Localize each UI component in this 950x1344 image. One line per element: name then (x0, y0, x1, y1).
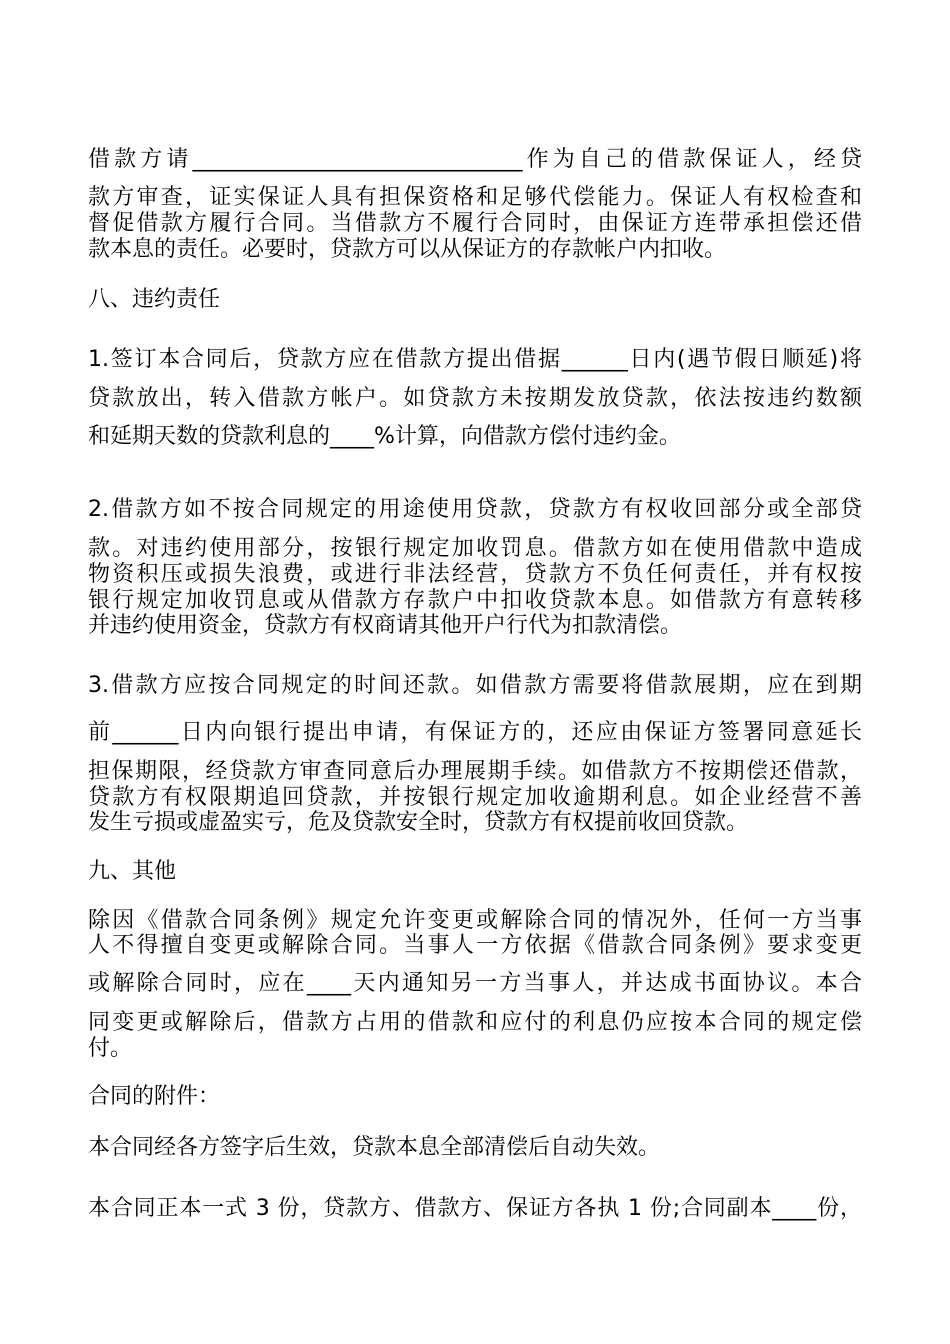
text-line: 或解除合同时，应在____天内通知另一方当事人，并达成书面协议。本合 (88, 971, 862, 996)
text-line: 和延期天数的贷款利息的____%计算，向借款方偿付违约金。 (88, 424, 681, 449)
section-heading: 八、违约责任 (88, 287, 221, 312)
text-line: 本合同经各方签字后生效，贷款本息全部清偿后自动失效。 (88, 1135, 661, 1160)
text-line: 3.借款方应按合同规定的时间还款。如借款方需要将借款展期，应在到期 (88, 673, 862, 698)
text-line: 督促借款方履行合同。当借款方不履行合同时，由保证方连带承担偿还借 (88, 211, 862, 236)
text-line: 本合同正本一式 3 份，贷款方、借款方、保证方各执 1 份;合同副本____份， (88, 1196, 862, 1221)
text-line: 发生亏损或虚盈实亏，危及贷款安全时，贷款方有权提前收回贷款。 (88, 810, 749, 835)
section-heading: 九、其他 (88, 859, 177, 884)
text-line: 款本息的责任。必要时，贷款方可以从保证方的存款帐户内扣收。 (88, 237, 727, 262)
text-line: 并违约使用资金，贷款方有权商请其他开户行代为扣款清偿。 (88, 613, 683, 638)
text-line: 物资积压或损失浪费，或进行非法经营，贷款方不负任何责任，并有权按 (88, 562, 862, 587)
text-line: 借款方请______________________________作为自己的借款保证人，经贷 (88, 147, 862, 172)
text-line: 前______日内向银行提出申请，有保证方的，还应由保证方签署同意延长 (88, 720, 862, 745)
text-line: 银行规定加收罚息或从借款方存款户中扣收贷款本息。如借款方有意转移 (88, 588, 862, 613)
text-line: 人不得擅自变更或解除合同。当事人一方依据《借款合同条例》要求变更 (88, 933, 862, 958)
text-line: 除因《借款合同条例》规定允许变更或解除合同的情况外，任何一方当事 (88, 908, 862, 933)
text-line: 款方审查，证实保证人具有担保资格和足够代偿能力。保证人有权检查和 (88, 185, 862, 210)
text-line: 贷款放出，转入借款方帐户。如贷款方未按期发放贷款，依法按违约数额 (88, 386, 862, 411)
text-line: 同变更或解除后，借款方占用的借款和应付的利息仍应按本合同的规定偿 (88, 1010, 862, 1035)
text-line: 款。对违约使用部分，按银行规定加收罚息。借款方如在使用借款中造成 (88, 536, 862, 561)
text-line: 担保期限，经贷款方审查同意后办理展期手续。如借款方不按期偿还借款， (88, 759, 862, 784)
text-line: 1.签订本合同后，贷款方应在借款方提出借据______日内(遇节假日顺延)将 (88, 347, 862, 372)
section-heading: 合同的附件： (88, 1084, 221, 1109)
text-line: 付。 (88, 1036, 133, 1061)
text-line: 2.借款方如不按合同规定的用途使用贷款，贷款方有权收回部分或全部贷 (88, 497, 862, 522)
text-line: 贷款方有权限期追回贷款，并按银行规定加收逾期利息。如企业经营不善 (88, 785, 862, 810)
